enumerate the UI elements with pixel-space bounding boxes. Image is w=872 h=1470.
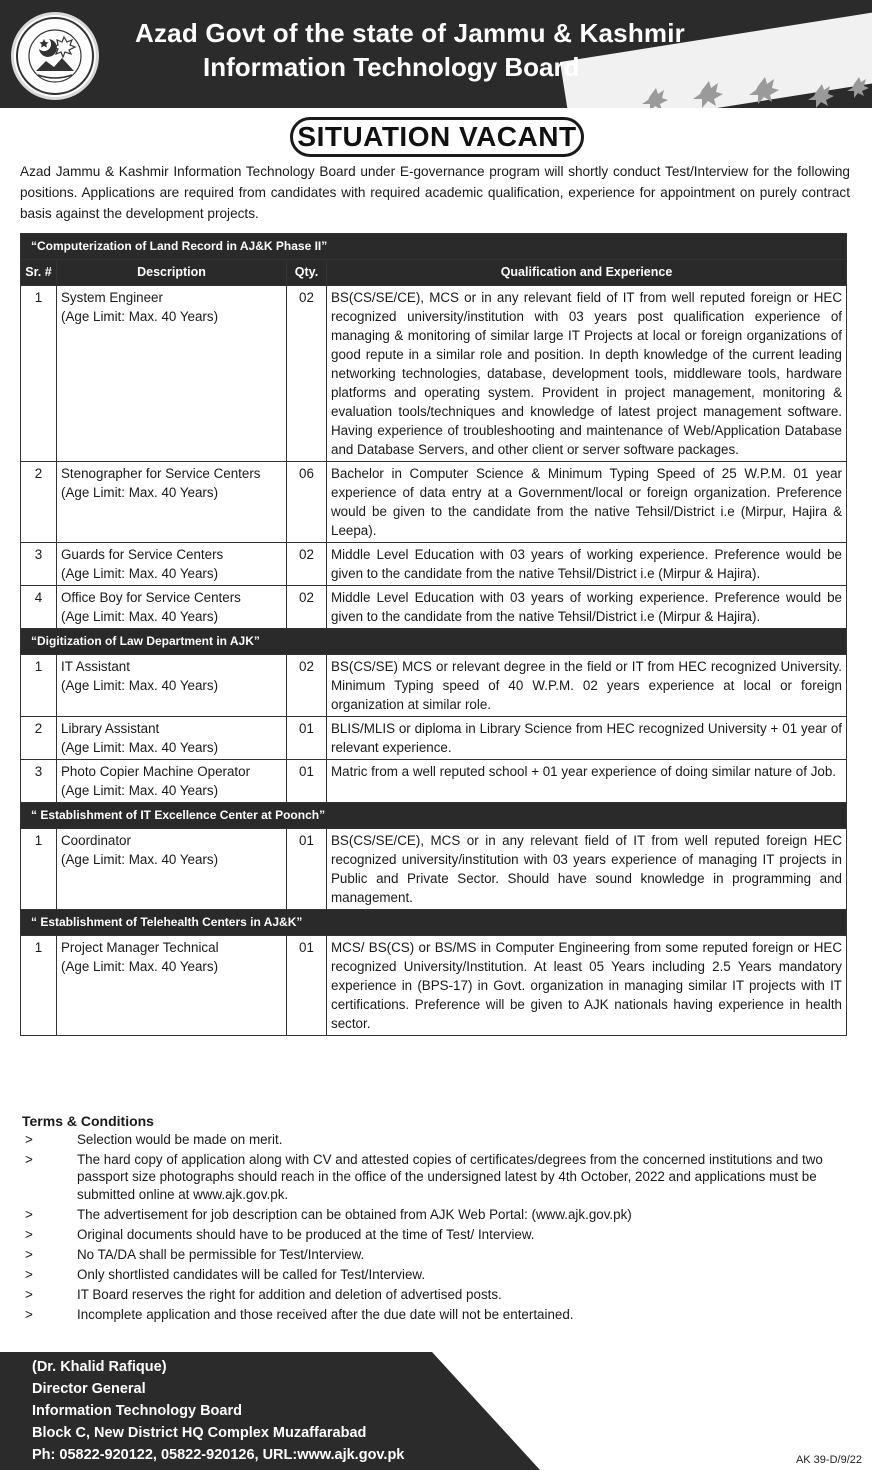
position-title: IT Assistant — [61, 659, 130, 674]
signature-block — [32, 1356, 404, 1466]
table-row — [21, 586, 847, 629]
column-header-sr: Sr. # — [21, 260, 57, 286]
column-header-row — [21, 260, 847, 286]
term-text: Original documents should have to be produced at the time of Test/ Interview. — [77, 1226, 535, 1242]
table-row — [21, 829, 847, 910]
section-title: “ Establishment of IT Excellence Center at Poonch” — [21, 803, 847, 829]
bullet-marker: > — [25, 1286, 33, 1302]
term-text: No TA/DA shall be permissible for Test/Interview. — [77, 1246, 365, 1262]
bullet-marker: > — [25, 1206, 33, 1222]
row-description — [57, 829, 287, 910]
situation-vacant-banner: SITUATION VACANT — [290, 117, 584, 157]
row-description — [57, 717, 287, 760]
section-header-row — [21, 803, 847, 829]
maple-leaves-decoration — [640, 76, 872, 108]
row-qty: 02 — [287, 286, 327, 462]
table-row — [21, 717, 847, 760]
row-description — [57, 286, 287, 462]
row-description — [57, 462, 287, 543]
row-description — [57, 760, 287, 803]
intro-paragraph: Azad Jammu & Kashmir Information Technology Board under E-governance program will shortly conduct Test/Interview for the following positions. Applications are required from candidates with required academic qualification, experience for appointment on purely contract basis against the development projects. — [20, 164, 850, 221]
list-item — [22, 1151, 852, 1203]
age-limit: (Age Limit: Max. 40 Years) — [61, 959, 219, 974]
list-item — [22, 1246, 852, 1263]
row-description — [57, 655, 287, 717]
list-item — [22, 1306, 852, 1323]
position-title: Stenographer for Service Centers — [61, 466, 261, 481]
term-text: The hard copy of application along with CV and attested copies of certificates/degrees from the concerned institutions and two passport size photographs should reach in the office of the undersigned latest by 4th October, 2022 and applications must be submitted online at www.ajk.gov.pk. — [77, 1152, 823, 1202]
bullet-marker: > — [25, 1226, 33, 1242]
row-qty: 01 — [287, 760, 327, 803]
table-row — [21, 655, 847, 717]
government-seal-logo — [11, 12, 99, 100]
row-qty: 01 — [287, 717, 327, 760]
row-description — [57, 936, 287, 1036]
bullet-marker: > — [25, 1266, 33, 1282]
age-limit: (Age Limit: Max. 40 Years) — [61, 609, 219, 624]
term-text: IT Board reserves the right for addition and deletion of advertised posts. — [77, 1286, 502, 1302]
terms-heading: Terms & Conditions — [22, 1113, 154, 1129]
footer — [0, 1352, 872, 1470]
position-title: Coordinator — [61, 833, 131, 848]
age-limit: (Age Limit: Max. 40 Years) — [61, 309, 219, 324]
age-limit: (Age Limit: Max. 40 Years) — [61, 678, 219, 693]
row-sr: 1 — [21, 286, 57, 462]
signatory-name: (Dr. Khalid Rafique) — [32, 1359, 167, 1375]
row-qualification: Matric from a well reputed school + 01 year experience of doing similar nature of Job. — [327, 760, 847, 803]
row-qualification: Bachelor in Computer Science & Minimum Typing Speed of 25 W.P.M. 01 year experience of data entry at a Government/local or foreign organization. Preference would be given to the candidate from the native Tehsil/District i.e (Mirpur, Hajira & Leepa). — [327, 462, 847, 543]
terms-and-conditions — [22, 1113, 852, 1326]
list-item — [22, 1226, 852, 1243]
header-title-line2: Information Technology Board — [203, 52, 580, 82]
address-line: Block C, New District HQ Complex Muzaffarabad — [32, 1425, 367, 1441]
position-title: Project Manager Technical — [61, 940, 219, 955]
bullet-marker: > — [25, 1306, 33, 1322]
list-item — [22, 1206, 852, 1223]
age-limit: (Age Limit: Max. 40 Years) — [61, 852, 219, 867]
list-item — [22, 1131, 852, 1148]
table-row — [21, 543, 847, 586]
row-qualification: Middle Level Education with 03 years of working experience. Preference would be given to the candidate from the native Tehsil/District i.e (Mirpur & Hajira). — [327, 543, 847, 586]
section-title: “Digitization of Law Department in AJK” — [21, 629, 847, 655]
age-limit: (Age Limit: Max. 40 Years) — [61, 485, 219, 500]
row-sr: 4 — [21, 586, 57, 629]
table-row — [21, 936, 847, 1036]
term-text: Incomplete application and those received after the due date will not be entertained. — [77, 1306, 574, 1322]
header-title-line1: Azad Govt of the state of Jammu & Kashmir — [135, 18, 685, 48]
position-title: Guards for Service Centers — [61, 547, 224, 562]
row-qualification: Middle Level Education with 03 years of working experience. Preference would be given to the candidate from the native Tehsil/District i.e (Mirpur & Hajira). — [327, 586, 847, 629]
row-qualification: BLIS/MLIS or diploma in Library Science from HEC recognized University + 01 year of relevant experience. — [327, 717, 847, 760]
position-title: Photo Copier Machine Operator — [61, 764, 251, 779]
signatory-designation: Director General — [32, 1381, 146, 1397]
column-header-qualification: Qualification and Experience — [327, 260, 847, 286]
table-row — [21, 760, 847, 803]
term-text: The advertisement for job description can be obtained from AJK Web Portal: (www.ajk.gov.pk) — [77, 1206, 632, 1222]
row-sr: 3 — [21, 543, 57, 586]
organization-name: Information Technology Board — [32, 1403, 242, 1419]
row-sr: 2 — [21, 717, 57, 760]
row-sr: 1 — [21, 936, 57, 1036]
terms-list — [22, 1131, 852, 1323]
row-qualification: BS(CS/SE/CE), MCS or in any relevant field of IT from well reputed foreign or HEC recognized university/institution with 03 years post qualification experience of managing & monitoring of similar large IT Projects at local or foreign organizations of good repute in a similar role and position. In depth knowledge of the current leading networking technologies, database, development tools, middleware tools, hardware platforms and operating system. Provident in project management, monitoring & evaluation tools/techniques and knowledge of latest project management software. Having experience of troubleshooting and maintenance of Web/Application Database and Database Servers, and other client or server software packages. — [327, 286, 847, 462]
age-limit: (Age Limit: Max. 40 Years) — [61, 783, 219, 798]
row-qty: 02 — [287, 586, 327, 629]
position-title: Library Assistant — [61, 721, 160, 736]
bullet-marker: > — [25, 1246, 33, 1262]
bullet-marker: > — [25, 1152, 33, 1167]
age-limit: (Age Limit: Max. 40 Years) — [61, 740, 219, 755]
position-title: Office Boy for Service Centers — [61, 590, 241, 605]
section-header-row — [21, 629, 847, 655]
row-sr: 2 — [21, 462, 57, 543]
term-text: Only shortlisted candidates will be called for Test/Interview. — [77, 1266, 426, 1282]
row-description — [57, 543, 287, 586]
section-header-row — [21, 234, 847, 260]
position-title: System Engineer — [61, 290, 163, 305]
contact-line: Ph: 05822-920122, 05822-920126, URL:www.ajk.gov.pk — [32, 1447, 405, 1463]
section-header-row — [21, 910, 847, 936]
column-header-description: Description — [57, 260, 287, 286]
row-qualification: MCS/ BS(CS) or BS/MS in Computer Engineering from some reputed foreign or HEC recognized University/Institution. At least 05 Years including 2.5 Years mandatory experience in (BPS-17) in Govt. organization in managing similar IT projects with IT certifications. Preference will be given to AJK nationals having experience in health sector. — [327, 936, 847, 1036]
row-qty: 06 — [287, 462, 327, 543]
row-sr: 1 — [21, 655, 57, 717]
row-qty: 02 — [287, 655, 327, 717]
header-band — [0, 0, 872, 108]
column-header-qty: Qty. — [287, 260, 327, 286]
table-row — [21, 462, 847, 543]
bullet-marker: > — [25, 1132, 33, 1147]
list-item — [22, 1266, 852, 1283]
age-limit: (Age Limit: Max. 40 Years) — [61, 566, 219, 581]
positions-table — [20, 233, 847, 1036]
list-item — [22, 1286, 852, 1303]
table-row — [21, 286, 847, 462]
row-qty: 01 — [287, 936, 327, 1036]
term-text: Selection would be made on merit. — [77, 1132, 283, 1147]
row-qualification: BS(CS/SE) MCS or relevant degree in the field or IT from HEC recognized University. Minimum Typing speed of 40 W.P.M. 02 years experience at local or foreign organization at similar role. — [327, 655, 847, 717]
row-qty: 02 — [287, 543, 327, 586]
advertisement-code: AK 39-D/9/22 — [795, 1454, 862, 1466]
row-sr: 3 — [21, 760, 57, 803]
row-sr: 1 — [21, 829, 57, 910]
row-qty: 01 — [287, 829, 327, 910]
section-title: “ Establishment of Telehealth Centers in AJ&K” — [21, 910, 847, 936]
section-title: “Computerization of Land Record in AJ&K Phase II” — [21, 234, 847, 260]
row-qualification: BS(CS/SE/CE), MCS or in any relevant field of IT from well reputed foreign HEC recognized university/institution with 03 years experience of managing IT projects in Public and Private Sector. Should have sound knowledge in programming and management. — [327, 829, 847, 910]
row-description — [57, 586, 287, 629]
